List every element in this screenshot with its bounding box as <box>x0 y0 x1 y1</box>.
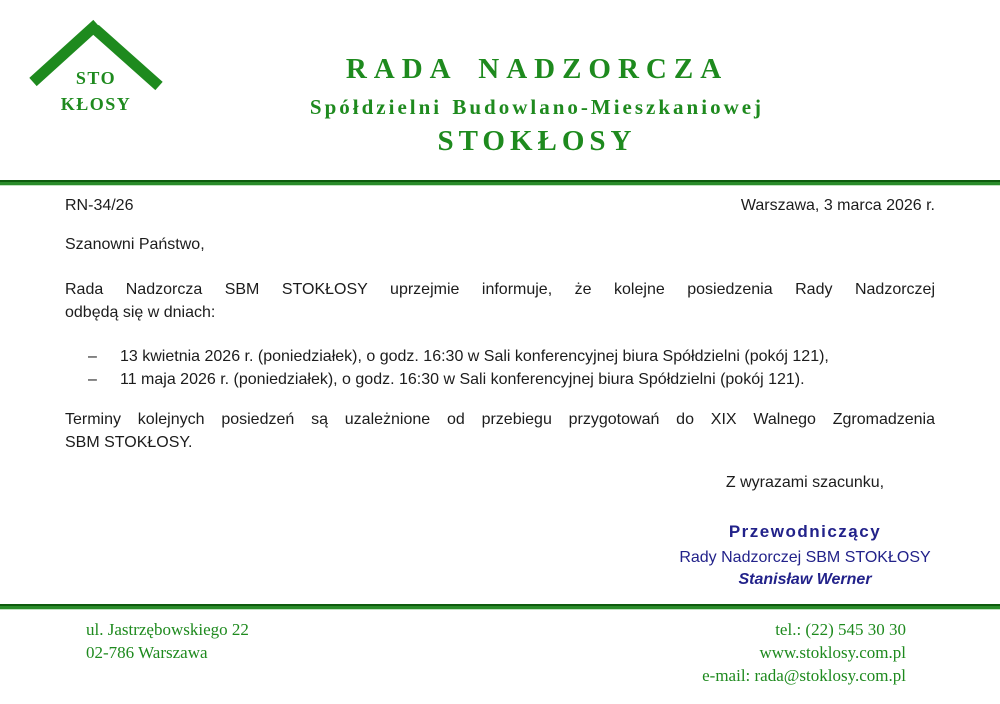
body-paragraph-2 <box>65 408 935 454</box>
paragraph-line: odbędą się w dniach: <box>65 304 216 321</box>
address-street: ul. Jastrzębowskiego 22 <box>86 620 249 639</box>
header-divider-rule <box>0 180 1000 186</box>
footer-email: e-mail: rada@stoklosy.com.pl <box>702 666 906 685</box>
logo-text-line2: KŁOSY <box>60 94 132 114</box>
dash-marker: – <box>88 371 97 388</box>
dash-marker: – <box>88 348 97 365</box>
reference-row <box>65 197 935 215</box>
header-subtitle: Spółdzielni Budowlano-Mieszkaniowej <box>309 95 765 119</box>
logo-text-line1: STO <box>75 68 117 88</box>
body-paragraph-1 <box>65 278 935 324</box>
signature-person-name: Stanisław Werner <box>738 571 872 588</box>
letterhead-titles <box>80 52 994 158</box>
signature-org-name: Rady Nadzorczej SBM STOKŁOSY <box>679 549 931 566</box>
header-title: RADA NADZORCZA <box>345 53 729 85</box>
meeting-dates-list <box>88 345 940 391</box>
footer-website: www.stoklosy.com.pl <box>759 643 906 662</box>
list-item-text: 11 maja 2026 r. (poniedziałek), o godz. 16:30 w Sali konferencyjnej biura Spółdzielni (pokój 121). <box>120 371 805 388</box>
list-item <box>88 368 940 391</box>
paragraph-line: Terminy kolejnych posiedzeń są uzależnione od przebiegu przygotowań do XIX Walnego Zgromadzenia <box>65 411 935 428</box>
closing-phrase: Z wyrazami szacunku, <box>725 474 885 491</box>
list-item-text: 13 kwietnia 2026 r. (poniedziałek), o godz. 16:30 w Sali konferencyjnej biura Spółdzielni (pokój 121), <box>120 348 829 365</box>
reference-number: RN-34/26 <box>65 197 134 214</box>
signature-role: Przewodniczący <box>728 522 882 541</box>
header-org-name: STOKŁOSY <box>437 125 637 157</box>
footer-contact <box>702 618 906 687</box>
paragraph-line: SBM STOKŁOSY. <box>65 434 193 451</box>
salutation: Szanowni Państwo, <box>65 236 205 253</box>
list-item <box>88 345 940 368</box>
footer-phone: tel.: (22) 545 30 30 <box>775 620 906 639</box>
footer-address <box>86 618 249 664</box>
signature-block <box>610 520 1000 591</box>
place-and-date: Warszawa, 3 marca 2026 r. <box>740 197 935 214</box>
paragraph-line: Rada Nadzorcza SBM STOKŁOSY uprzejmie informuje, że kolejne posiedzenia Rady Nadzorczej <box>65 281 935 298</box>
address-city: 02-786 Warszawa <box>86 643 208 662</box>
footer-divider-rule <box>0 604 1000 610</box>
